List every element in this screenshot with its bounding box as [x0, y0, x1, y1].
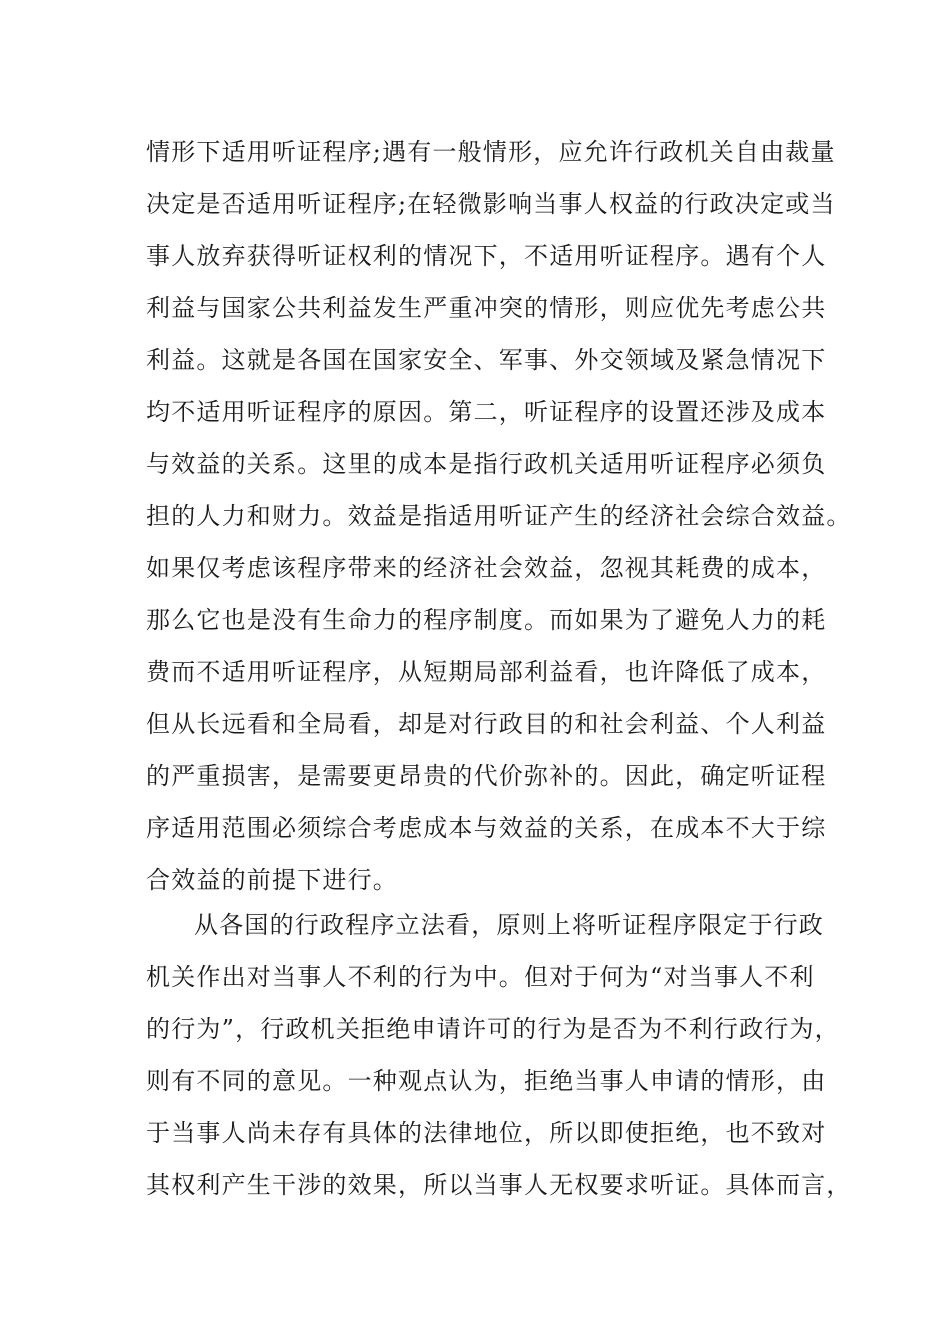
paragraph-line: 机关作出对当事人不利的行为中。但对于何为“对当事人不利 [146, 963, 815, 991]
paragraph-line: 如果仅考虑该程序带来的经济社会效益，忽视其耗费的成本， [146, 554, 827, 582]
paragraph-line: 事人放弃获得听证权利的情况下，不适用听证程序。遇有个人 [146, 242, 827, 270]
paragraph-line: 担的人力和财力。效益是指适用听证产生的经济社会综合效益。 [146, 502, 852, 530]
paragraph-line: 费而不适用听证程序，从短期局部利益看，也许降低了成本， [146, 658, 827, 686]
paragraph-line: 从各国的行政程序立法看，原则上将听证程序限定于行政 [194, 911, 824, 939]
paragraph-line: 与效益的关系。这里的成本是指行政机关适用听证程序必须负 [146, 450, 827, 478]
paragraph-line: 那么它也是没有生命力的程序制度。而如果为了避免人力的耗 [146, 606, 827, 634]
paragraph-line: 其权利产生干涉的效果，所以当事人无权要求听证。具体而言， [146, 1171, 852, 1199]
paragraph-line: 于当事人尚未存有具体的法律地位，所以即使拒绝，也不致对 [146, 1119, 827, 1147]
paragraph-line: 均不适用听证程序的原因。第二，听证程序的设置还涉及成本 [146, 398, 827, 426]
paragraph-line: 合效益的前提下进行。 [146, 866, 398, 894]
paragraph-line: 序适用范围必须综合考虑成本与效益的关系，在成本不大于综 [146, 814, 827, 842]
paragraph-line: 利益。这就是各国在国家安全、军事、外交领域及紧急情况下 [146, 346, 827, 374]
paragraph-line: 情形下适用听证程序;遇有一般情形，应允许行政机关自由裁量 [146, 138, 836, 166]
paragraph-line: 利益与国家公共利益发生严重冲突的情形，则应优先考虑公共 [146, 294, 827, 322]
paragraph-line: 决定是否适用听证程序;在轻微影响当事人权益的行政决定或当 [146, 190, 836, 218]
paragraph-line: 的行为”，行政机关拒绝申请许可的行为是否为不利行政行为， [146, 1015, 840, 1043]
paragraph-line: 但从长远看和全局看，却是对行政目的和社会利益、个人利益 [146, 710, 827, 738]
paragraph-line: 则有不同的意见。一种观点认为，拒绝当事人申请的情形，由 [146, 1067, 827, 1095]
paragraph-line: 的严重损害，是需要更昂贵的代价弥补的。因此，确定听证程 [146, 762, 827, 790]
